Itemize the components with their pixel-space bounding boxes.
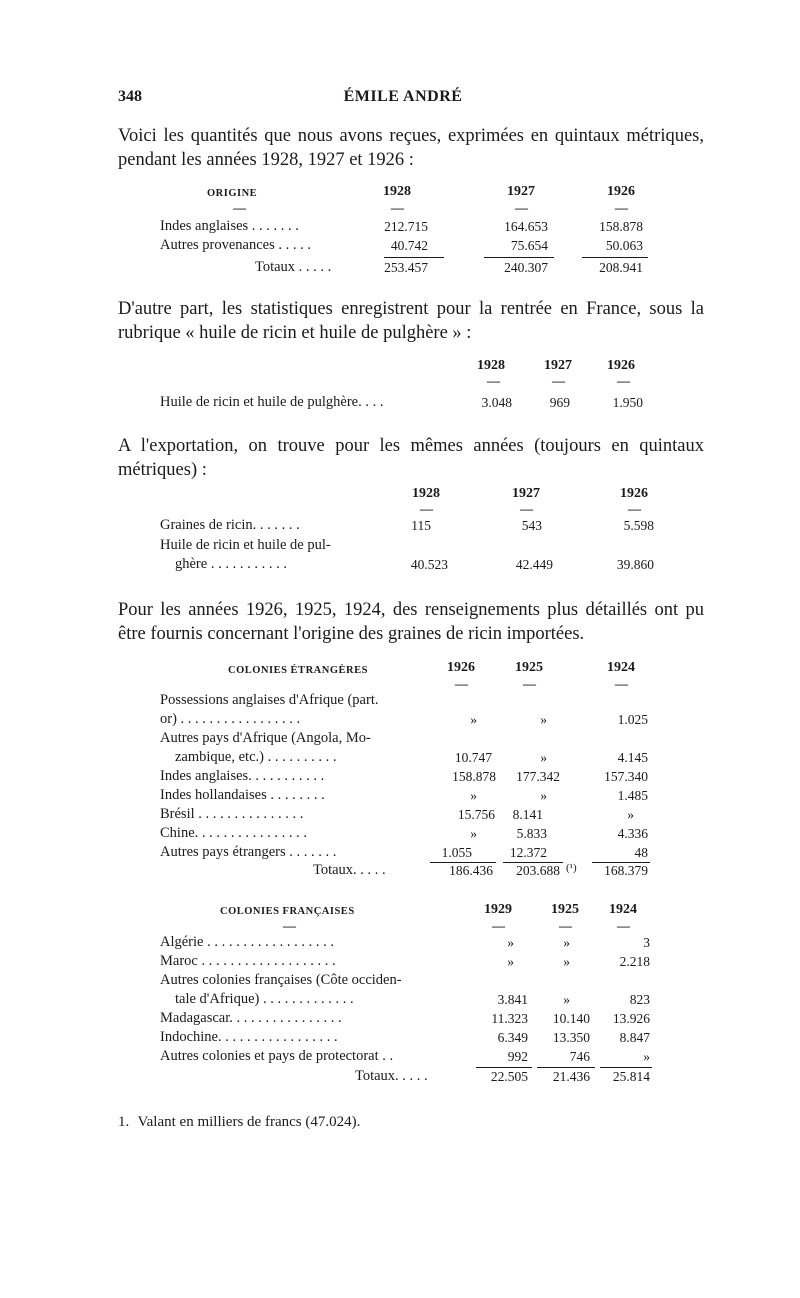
cell: » [540,750,547,765]
cell: 10.747 [454,750,492,765]
cell: 186.436 [449,863,493,878]
cell: 40.523 [410,557,448,572]
row-label: Possessions anglaises d'Afrique (part. [160,692,379,708]
row-label: Autres colonies et pays de protectorat . . [160,1048,394,1064]
row-label: Autres pays étrangers . . . . . . . [160,844,337,860]
cell: 11.323 [491,1011,528,1026]
cell: 15.756 [457,807,495,822]
row-label: Graines de ricin. . . . . . . [160,517,300,533]
dash: — [455,676,468,691]
footnote-number: 1. [118,1114,130,1130]
cell: » [470,826,477,841]
paragraph-1: Voici les quantités que nous avons reçues, exprimées en quintaux métriques, pendant les années 1928, 1927 et 1926 : [118,126,704,170]
year-header: 1926 [447,660,475,675]
total-rule [582,257,648,258]
cell: 1.055 [441,845,472,860]
total-rule [484,257,554,258]
row-label: zambique, etc.) . . . . . . . . . . [175,749,337,765]
cell: 157.340 [604,769,648,784]
row-label: Autres provenances . . . . . [160,237,311,253]
row-label: Algérie . . . . . . . . . . . . . . . . . . [160,934,334,950]
row-label: tale d'Afrique) . . . . . . . . . . . . . [175,991,354,1007]
year-header: 1926 [607,358,635,373]
cell: 3.841 [497,992,528,1007]
dash: — [420,501,433,516]
dash: — [523,676,536,691]
cell: » [643,1049,650,1064]
dash: — [520,501,533,516]
year-header: 1926 [607,184,635,199]
dash: — [552,373,565,388]
cell: 543 [521,518,542,533]
cell: » [470,788,477,803]
page-header [118,88,688,112]
year-header: 1928 [383,184,411,199]
cell: 1.025 [617,712,648,727]
row-label: Chine. . . . . . . . . . . . . . . . [160,825,308,841]
cell: 2.218 [619,954,650,969]
footnote-text: Valant en milliers de francs (47.024). [137,1114,361,1130]
row-label: Indes anglaises. . . . . . . . . . . [160,768,325,784]
cell: » [563,992,570,1007]
cell: 42.449 [515,557,553,572]
total-rule [476,1067,532,1068]
dash: — [515,200,528,215]
cell: 22.505 [490,1069,528,1084]
dash: — [617,918,630,933]
dash: — [283,918,296,933]
total-label: Totaux. . . . . [313,862,386,878]
cell: 168.379 [604,863,648,878]
cell: 3.048 [481,395,512,410]
cell: » [507,935,514,950]
column-header: ORIGINE [207,188,258,199]
cell: 5.833 [516,826,547,841]
paragraph-2: D'autre part, les statistiques enregistrent pour la rentrée en France, sous la rubrique « huile de ricin et huile de pulghère » : [118,299,704,343]
cell: 8.141 [512,807,543,822]
row-label: ghère . . . . . . . . . . . [175,556,287,572]
total-rule [537,1067,595,1068]
cell: 992 [507,1049,528,1064]
cell: 177.342 [516,769,560,784]
year-header: 1929 [484,902,512,917]
cell: 13.350 [552,1030,590,1045]
cell: 158.878 [599,219,643,234]
total-label: Totaux. . . . . [355,1068,428,1084]
year-header: 1927 [544,358,572,373]
paragraph-4: Pour les années 1926, 1925, 1924, des renseignements plus détaillés ont pu être fournis concernant l'origine des graines de ricin importées. [118,600,704,644]
footnote-ref: (¹) [566,862,577,874]
paragraph-3: A l'exportation, on trouve pour les mêmes années (toujours en quintaux métriques) : [118,436,704,480]
year-header: 1927 [512,486,540,501]
row-label: Indes hollandaises . . . . . . . . [160,787,325,803]
year-header: 1927 [507,184,535,199]
cell: 4.145 [617,750,648,765]
row-label: Autres colonies françaises (Côte occiden- [160,972,402,988]
row-label: Huile de ricin et huile de pul- [160,537,331,553]
cell: 3 [643,935,650,950]
cell: 253.457 [384,260,428,275]
row-label: Autres pays d'Afrique (Angola, Mo- [160,730,371,746]
row-label: Madagascar. . . . . . . . . . . . . . . . [160,1010,342,1026]
dash: — [615,200,628,215]
year-header: 1924 [607,660,635,675]
cell: » [627,807,634,822]
cell: » [563,935,570,950]
cell: 5.598 [623,518,654,533]
cell: 12.372 [509,845,547,860]
cell: 969 [549,395,570,410]
dash: — [487,373,500,388]
cell: 208.941 [599,260,643,275]
total-label: Totaux . . . . . [255,259,332,275]
column-header: COLONIES ÉTRANGÈRES [228,665,368,676]
year-header: 1925 [551,902,579,917]
cell: 13.926 [612,1011,650,1026]
cell: 203.688 [516,863,560,878]
cell: 115 [411,518,431,533]
dash: — [617,373,630,388]
cell: 48 [634,845,648,860]
cell: » [470,712,477,727]
page-number: 348 [118,88,142,105]
cell: 1.950 [612,395,643,410]
cell: » [507,954,514,969]
year-header: 1924 [609,902,637,917]
cell: 4.336 [617,826,648,841]
cell: » [540,788,547,803]
dash: — [391,200,404,215]
cell: 212.715 [384,219,428,234]
cell: 823 [629,992,650,1007]
cell: 164.653 [504,219,548,234]
year-header: 1925 [515,660,543,675]
row-label: Huile de ricin et huile de pulghère. . . . [160,394,384,410]
dash: — [492,918,505,933]
cell: 158.878 [452,769,496,784]
dash: — [559,918,572,933]
year-header: 1926 [620,486,648,501]
cell: 6.349 [497,1030,528,1045]
dash: — [628,501,641,516]
row-label: Indochine. . . . . . . . . . . . . . . . . [160,1029,338,1045]
cell: 39.860 [616,557,654,572]
cell: 1.485 [617,788,648,803]
cell: 21.436 [552,1069,590,1084]
year-header: 1928 [477,358,505,373]
cell: » [563,954,570,969]
cell: 10.140 [552,1011,590,1026]
total-rule [384,257,444,258]
cell: 75.654 [510,238,548,253]
cell: 40.742 [390,238,428,253]
row-label: or) . . . . . . . . . . . . . . . . . [160,711,301,727]
row-label: Maroc . . . . . . . . . . . . . . . . . . . [160,953,336,969]
running-title: ÉMILE ANDRÉ [343,88,463,105]
cell: 50.063 [605,238,643,253]
cell: 8.847 [619,1030,650,1045]
cell: 746 [569,1049,590,1064]
column-header: COLONIES FRANÇAISES [220,906,355,917]
dash: — [233,200,246,215]
year-header: 1928 [412,486,440,501]
cell: » [540,712,547,727]
cell: 25.814 [612,1069,650,1084]
cell: 240.307 [504,260,548,275]
row-label: Brésil . . . . . . . . . . . . . . . [160,806,304,822]
row-label: Indes anglaises . . . . . . . [160,218,299,234]
footnote [118,1114,360,1131]
dash: — [615,676,628,691]
total-rule [600,1067,652,1068]
